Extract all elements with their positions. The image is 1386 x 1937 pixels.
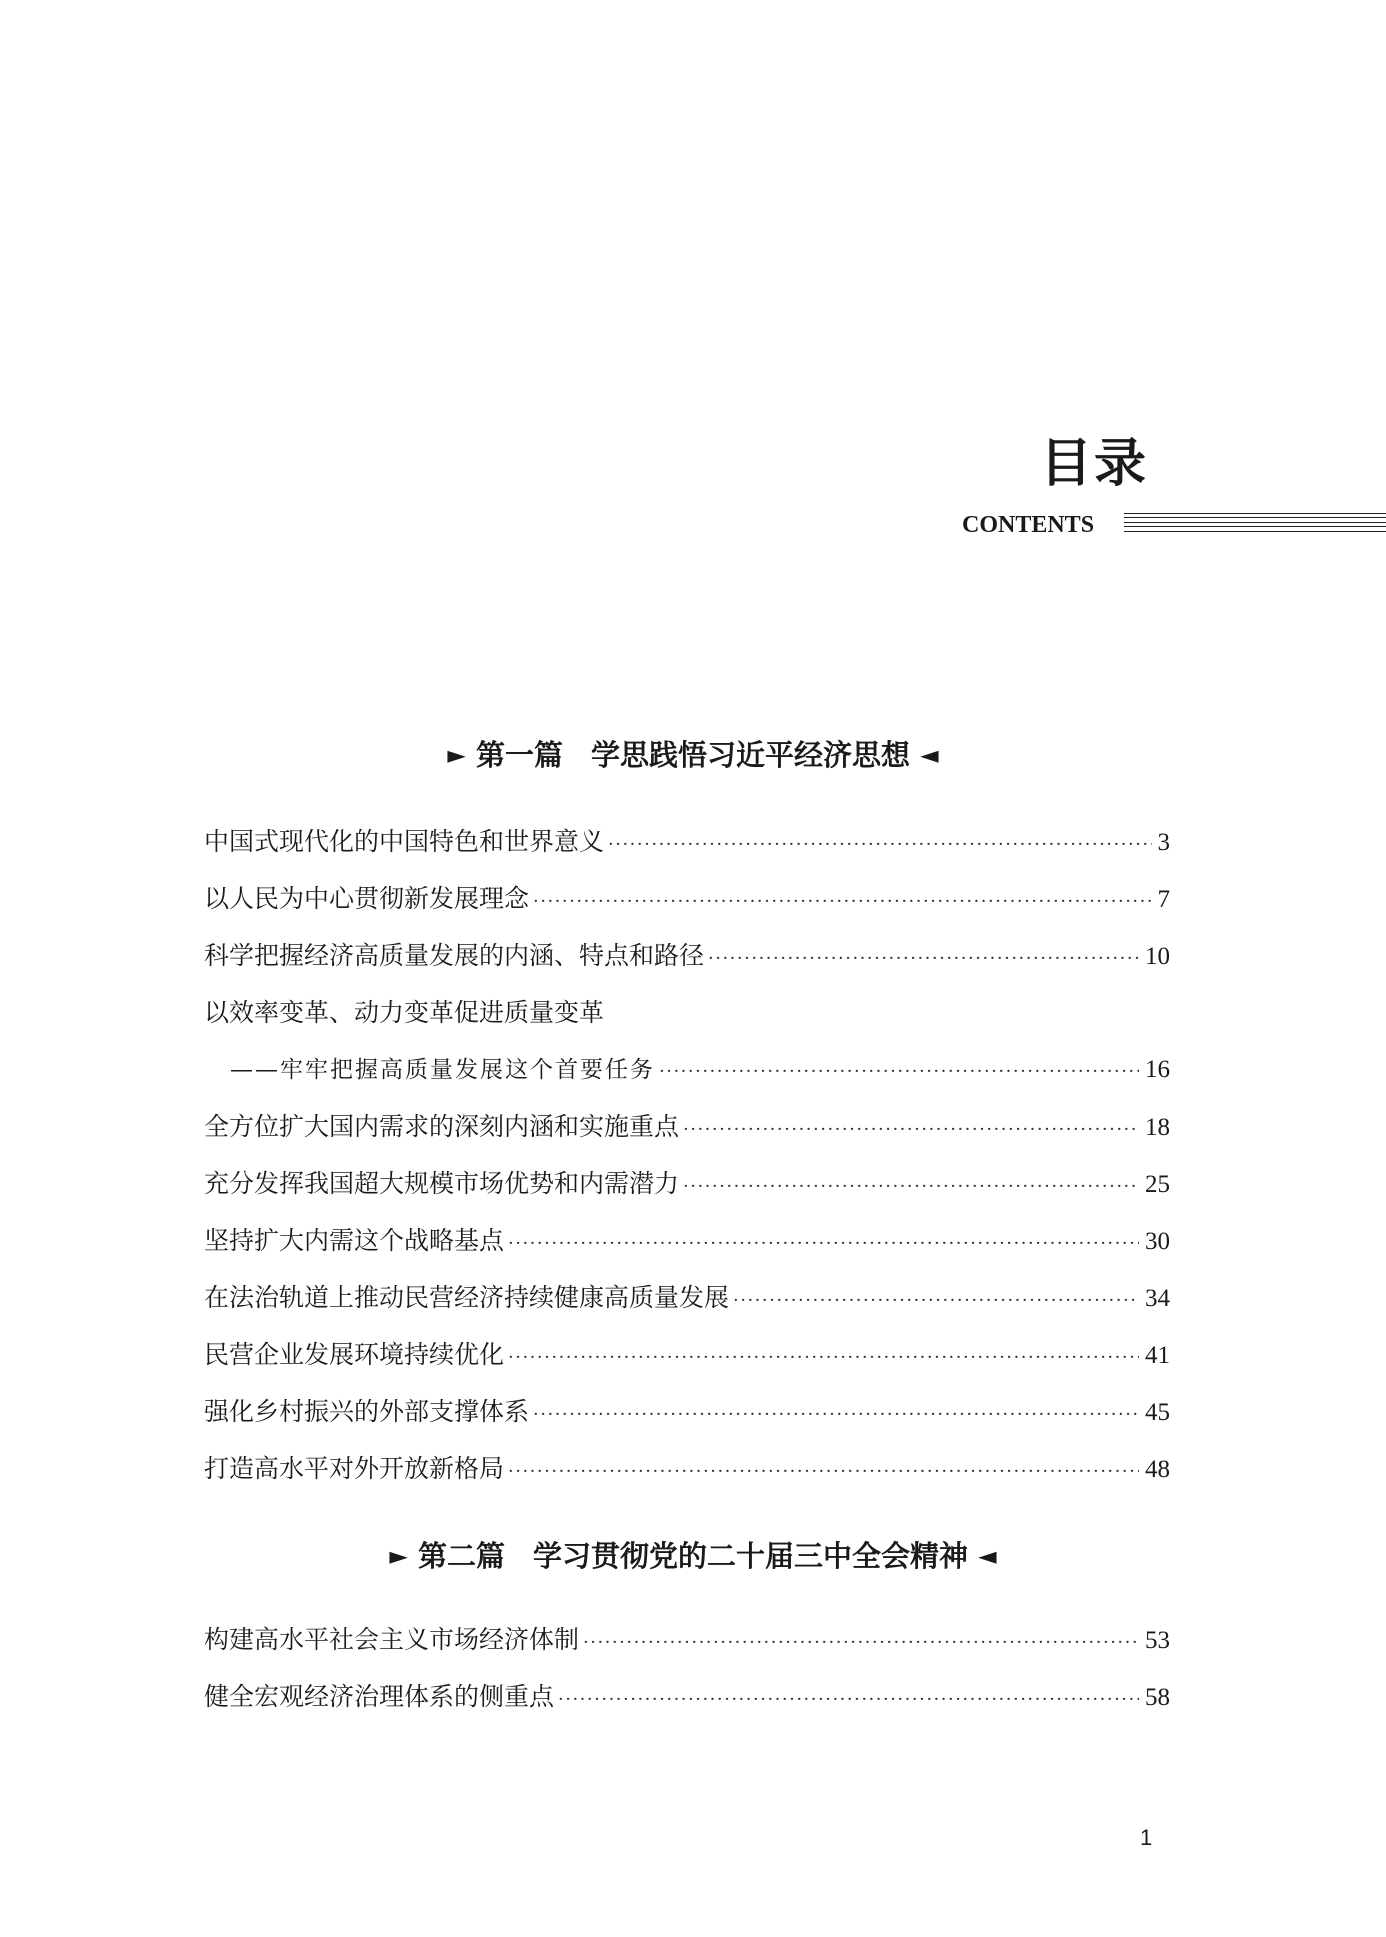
toc-entry[interactable] (204, 1451, 1170, 1487)
section-title: 学思践悟习近平经济思想 (591, 738, 911, 772)
toc-entry[interactable] (204, 1394, 1170, 1430)
entry-page: 10 (1145, 943, 1170, 970)
dot-leader (608, 827, 1151, 860)
toc-subtitle: CONTENTS (962, 512, 1095, 538)
entry-page: 58 (1145, 1684, 1170, 1711)
dot-leader (558, 1682, 1139, 1715)
toc-entry-subtitle[interactable] (204, 1052, 1170, 1088)
toc-entry[interactable] (204, 938, 1170, 974)
section-heading-2 (0, 1539, 1386, 1573)
dot-leader (508, 1454, 1139, 1487)
entry-title: 打造高水平对外开放新格局 (204, 1454, 505, 1483)
dot-leader (708, 941, 1139, 974)
entry-page: 18 (1145, 1114, 1170, 1141)
left-triangle-icon: ◄ (978, 1542, 997, 1570)
page-number: 1 (1140, 1825, 1153, 1850)
entry-title: 科学把握经济高质量发展的内涵、特点和路径 (204, 941, 705, 970)
entry-title: 以效率变革、动力变革促进质量变革 (204, 998, 605, 1027)
toc-entry[interactable] (204, 1223, 1170, 1259)
dot-leader (533, 1397, 1139, 1430)
right-triangle-icon: ► (389, 1542, 408, 1570)
entry-page: 7 (1157, 886, 1170, 913)
right-triangle-icon: ► (447, 741, 466, 769)
section-heading-1 (0, 738, 1386, 772)
dot-leader (533, 884, 1151, 917)
toc-entry[interactable] (204, 1679, 1170, 1715)
dot-leader (683, 1169, 1139, 1202)
entry-title: 在法治轨道上推动民营经济持续健康高质量发展 (204, 1283, 730, 1312)
dot-leader (683, 1112, 1139, 1145)
toc-title: 目录 (1040, 433, 1149, 494)
toc-entry[interactable] (204, 995, 1170, 1031)
entry-page: 16 (1145, 1056, 1170, 1083)
section-label: 第一篇 (475, 738, 563, 772)
entry-title: 民营企业发展环境持续优化 (204, 1340, 505, 1369)
dot-leader (508, 1340, 1139, 1373)
entry-title: ——牢牢把握高质量发展这个首要任务 (230, 1057, 655, 1083)
entry-title: 强化乡村振兴的外部支撑体系 (204, 1397, 530, 1426)
entry-page: 34 (1145, 1285, 1170, 1312)
entry-title: 全方位扩大国内需求的深刻内涵和实施重点 (204, 1112, 680, 1141)
toc-entry[interactable] (204, 1337, 1170, 1373)
entry-title: 中国式现代化的中国特色和世界意义 (204, 827, 605, 856)
entry-page: 53 (1145, 1627, 1170, 1654)
toc-entry[interactable] (204, 1622, 1170, 1658)
toc-entry[interactable] (204, 1109, 1170, 1145)
entry-title: 健全宏观经济治理体系的侧重点 (204, 1682, 555, 1711)
toc-entry[interactable] (204, 1166, 1170, 1202)
entry-title: 构建高水平社会主义市场经济体制 (204, 1625, 580, 1654)
entry-title: 坚持扩大内需这个战略基点 (204, 1226, 505, 1255)
toc-entry[interactable] (204, 1280, 1170, 1316)
dot-leader (659, 1054, 1139, 1088)
entry-page: 25 (1145, 1171, 1170, 1198)
dot-leader (583, 1625, 1139, 1658)
toc-entry[interactable] (204, 824, 1170, 860)
entry-title: 以人民为中心贯彻新发展理念 (204, 884, 530, 913)
section-label: 第二篇 (417, 1539, 505, 1573)
entry-title: 充分发挥我国超大规模市场优势和内需潜力 (204, 1169, 680, 1198)
toc-entry[interactable] (204, 881, 1170, 917)
entry-page: 45 (1145, 1399, 1170, 1426)
left-triangle-icon: ◄ (920, 741, 939, 769)
entry-page: 30 (1145, 1228, 1170, 1255)
entry-page: 3 (1157, 829, 1170, 856)
dot-leader (508, 1226, 1139, 1259)
title-decorative-rules (1124, 513, 1386, 539)
entry-page: 48 (1145, 1456, 1170, 1483)
dot-leader (733, 1283, 1139, 1316)
section-title: 学习贯彻党的二十届三中全会精神 (533, 1539, 969, 1573)
entry-page: 41 (1145, 1342, 1170, 1369)
